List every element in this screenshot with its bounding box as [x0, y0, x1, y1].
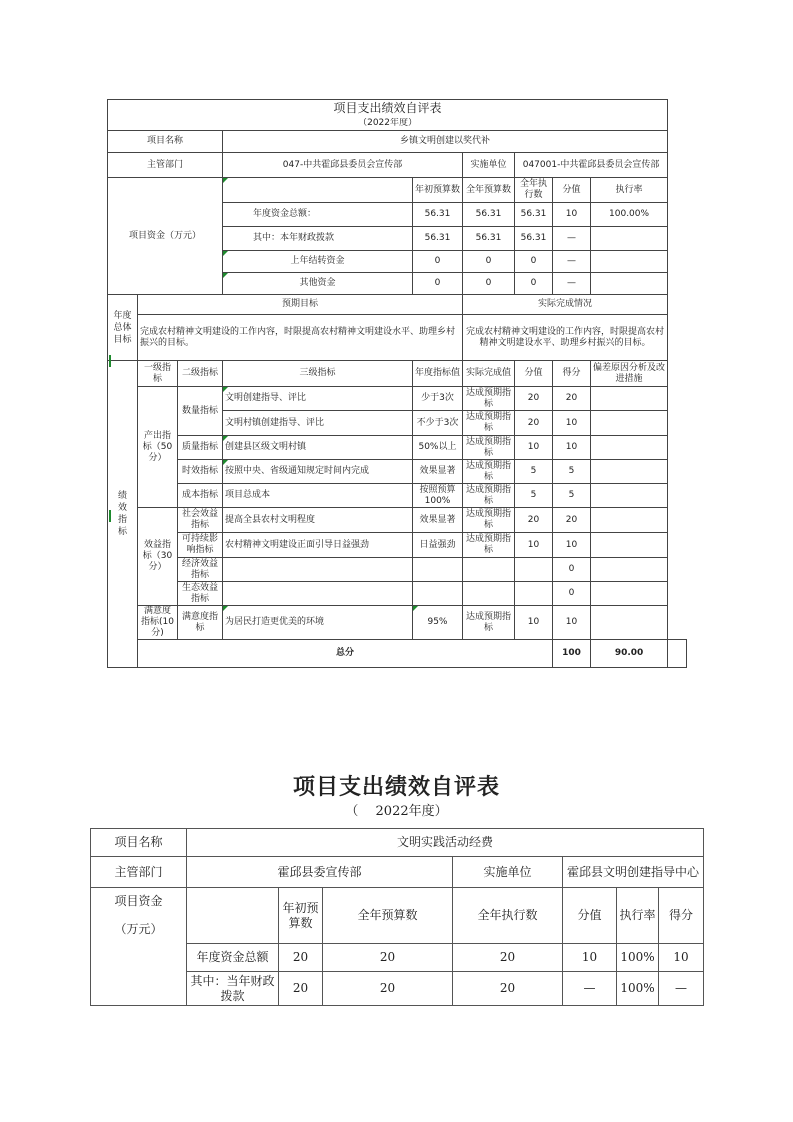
- expected-goal-text: 完成农村精神文明建设的工作内容，时限提高农村精神文明建设水平、助理乡村振兴的目标。: [138, 315, 463, 361]
- perf-score: 5: [515, 460, 553, 484]
- fund-cell: —: [553, 273, 591, 295]
- t2-fund-cell: 20: [279, 944, 323, 972]
- fund-cell: 56.31: [413, 203, 463, 227]
- perf-header: 年度指标值: [413, 361, 463, 387]
- perf-l3: 文明村镇创建指导、评比: [223, 411, 413, 436]
- fund-cell: 0: [463, 251, 515, 273]
- total-note: [668, 640, 687, 668]
- dept-value: 047-中共霍邱县委员会宣传部: [223, 153, 463, 178]
- fund-header: 执行率: [591, 178, 668, 203]
- t2-dept-label: 主管部门: [91, 857, 187, 888]
- fund-cell: [591, 227, 668, 251]
- fund-header: 全年预算数: [463, 178, 515, 203]
- fund-cell: 0: [413, 251, 463, 273]
- actual-result-label: 实际完成情况: [463, 295, 668, 315]
- fund-cell: —: [553, 227, 591, 251]
- lvl2-economic: 经济效益指标: [178, 558, 223, 582]
- fund-cell: 0: [515, 251, 553, 273]
- fund-row-label: 上年结转资金: [223, 251, 413, 273]
- t2-project-name: 文明实践活动经费: [187, 829, 704, 857]
- perf-score: [515, 582, 553, 606]
- t2-fund-cell: 20: [279, 972, 323, 1006]
- perf-header: 得分: [553, 361, 591, 387]
- lvl2-sustain: 可持续影响指标: [178, 533, 223, 558]
- t2-fund-cell: 20: [323, 972, 453, 1006]
- expected-goal-label: 预期目标: [138, 295, 463, 315]
- t2-impl: 霍邱县文明创建指导中心: [563, 857, 704, 888]
- perf-header: 实际完成值: [463, 361, 515, 387]
- t2-fund-cell: —: [563, 972, 617, 1006]
- fund-cell: 56.31: [515, 203, 553, 227]
- fund-cell: 56.31: [463, 203, 515, 227]
- perf-note: [591, 533, 668, 558]
- lvl1-output: 产出指标（50分）: [138, 387, 178, 508]
- lvl2-quantity: 数量指标: [178, 387, 223, 436]
- perf-note: [591, 606, 668, 640]
- perf-note: [591, 484, 668, 508]
- green-marker-icon: [109, 355, 111, 367]
- green-marker-icon: [109, 510, 111, 522]
- perf-got: 20: [553, 387, 591, 411]
- lvl2-satisfaction: 满意度指标: [178, 606, 223, 640]
- perf-header: 分值: [515, 361, 553, 387]
- perf-note: [591, 508, 668, 533]
- perf-indicator-label: 绩效指标: [108, 361, 138, 668]
- fund-cell: [591, 251, 668, 273]
- perf-score: 10: [515, 533, 553, 558]
- perf-got: 10: [553, 436, 591, 460]
- perf-score: 10: [515, 436, 553, 460]
- perf-l3: 创建县区级文明村镇: [223, 436, 413, 460]
- perf-got: 0: [553, 558, 591, 582]
- perf-actual: [463, 558, 515, 582]
- perf-got: 5: [553, 484, 591, 508]
- perf-actual: 达成预期指标: [463, 484, 515, 508]
- perf-target: [413, 558, 463, 582]
- t2-fund-header: 执行率: [617, 888, 659, 944]
- perf-header: 一级指标: [138, 361, 178, 387]
- perf-l3: [223, 558, 413, 582]
- perf-actual: 达成预期指标: [463, 533, 515, 558]
- t2-fund-cell: 20: [453, 944, 563, 972]
- actual-result-text: 完成农村精神文明建设的工作内容，时限提高农村精神文明建设水平、助理乡村振兴的目标。: [463, 315, 668, 361]
- perf-target: [413, 582, 463, 606]
- lvl2-eco: 生态效益指标: [178, 582, 223, 606]
- t2-fund-unit: （万元）: [91, 916, 187, 944]
- lvl2-cost: 成本指标: [178, 484, 223, 508]
- fund-cell: 56.31: [413, 227, 463, 251]
- perf-header: 偏差原因分析及改进措施: [591, 361, 668, 387]
- lvl2-timeliness: 时效指标: [178, 460, 223, 484]
- lvl1-benefit: 效益指标（30分）: [138, 508, 178, 606]
- perf-score: [515, 558, 553, 582]
- perf-target: 日益强劲: [413, 533, 463, 558]
- table1-title: 项目支出绩效自评表: [108, 100, 668, 118]
- perf-got: 20: [553, 508, 591, 533]
- t2-fund-header: 全年执行数: [453, 888, 563, 944]
- dept-label: 主管部门: [108, 153, 223, 178]
- perf-actual: 达成预期指标: [463, 387, 515, 411]
- table1-year: （2022年度）: [108, 118, 668, 131]
- t2-fund-cell: 20: [323, 944, 453, 972]
- t2-impl-label: 实施单位: [453, 857, 563, 888]
- t2-fund-header: 分值: [563, 888, 617, 944]
- perf-got: 5: [553, 460, 591, 484]
- t2-project-name-label: 项目名称: [91, 829, 187, 857]
- perf-l3: 为居民打造更优美的环境: [223, 606, 413, 640]
- perf-header: 二级指标: [178, 361, 223, 387]
- perf-got: 10: [553, 606, 591, 640]
- performance-table-1: [107, 99, 687, 668]
- perf-target: 少于3次: [413, 387, 463, 411]
- lvl2-social: 社会效益指标: [178, 508, 223, 533]
- perf-score: 20: [515, 387, 553, 411]
- fund-cell: 10: [553, 203, 591, 227]
- perf-target: 效果显著: [413, 460, 463, 484]
- t2-fund-cell: 10: [659, 944, 704, 972]
- lvl2-quality: 质量指标: [178, 436, 223, 460]
- perf-note: [591, 582, 668, 606]
- fund-cell: 0: [463, 273, 515, 295]
- fund-cell: 0: [413, 273, 463, 295]
- t2-fund-cell: 10: [563, 944, 617, 972]
- perf-target: 不少于3次: [413, 411, 463, 436]
- perf-target: 效果显著: [413, 508, 463, 533]
- t2-fund-header: 全年预算数: [323, 888, 453, 944]
- t2-fund-cell: —: [659, 972, 704, 1006]
- fund-cell: 100.00%: [591, 203, 668, 227]
- perf-actual: [463, 582, 515, 606]
- perf-l3: 按照中央、省级通知规定时间内完成: [223, 460, 413, 484]
- perf-note: [591, 411, 668, 436]
- project-name-label: 项目名称: [108, 131, 223, 153]
- fund-header: 全年执行数: [515, 178, 553, 203]
- fund-cell: 56.31: [515, 227, 553, 251]
- perf-l3: 提高全县农村文明程度: [223, 508, 413, 533]
- perf-score: 20: [515, 508, 553, 533]
- perf-note: [591, 558, 668, 582]
- fund-row-label: 年度资金总额：: [223, 203, 413, 227]
- perf-score: 10: [515, 606, 553, 640]
- perf-note: [591, 436, 668, 460]
- annual-goal-label: 年度总体目标: [108, 295, 138, 361]
- impl-label: 实施单位: [463, 153, 515, 178]
- lvl1-satisfaction: 满意度指标(10分): [138, 606, 178, 640]
- perf-l3: 农村精神文明建设正面引导日益强劲: [223, 533, 413, 558]
- perf-note: [591, 387, 668, 411]
- perf-score: 20: [515, 411, 553, 436]
- perf-got: 0: [553, 582, 591, 606]
- fund-header: 分值: [553, 178, 591, 203]
- perf-score: 5: [515, 484, 553, 508]
- fund-row-label: 其他资金: [223, 273, 413, 295]
- t2-fund-cell: 100%: [617, 972, 659, 1006]
- t2-fund-header: 年初预算数: [279, 888, 323, 944]
- perf-target: 50%以上: [413, 436, 463, 460]
- t2-fund-label: 项目资金: [91, 888, 187, 916]
- t2-fund-row-label: 其中：当年财政拨款: [187, 972, 279, 1006]
- table2-year: （ 2022年度）: [345, 804, 448, 819]
- perf-actual: 达成预期指标: [463, 436, 515, 460]
- perf-l3: 项目总成本: [223, 484, 413, 508]
- total-label: 总分: [138, 640, 553, 668]
- perf-l3: 文明创建指导、评比: [223, 387, 413, 411]
- perf-l3: [223, 582, 413, 606]
- perf-actual: 达成预期指标: [463, 411, 515, 436]
- total-got: 90.00: [591, 640, 668, 668]
- perf-note: [591, 460, 668, 484]
- fund-label: 项目资金（万元）: [108, 178, 223, 295]
- table2-title: 项目支出绩效自评表: [292, 774, 500, 800]
- performance-table-2: [90, 828, 704, 1006]
- perf-header: 三级指标: [223, 361, 413, 387]
- project-name: 乡镇文明创建以奖代补: [223, 131, 668, 153]
- t2-fund-cell: 20: [453, 972, 563, 1006]
- perf-actual: 达成预期指标: [463, 606, 515, 640]
- fund-row-label: 其中：本年财政拨款: [223, 227, 413, 251]
- total-score: 100: [553, 640, 591, 668]
- t2-fund-row-label: 年度资金总额: [187, 944, 279, 972]
- t2-dept: 霍邱县委宣传部: [187, 857, 453, 888]
- fund-cell: 0: [515, 273, 553, 295]
- perf-target: 按照预算100%: [413, 484, 463, 508]
- perf-actual: 达成预期指标: [463, 508, 515, 533]
- perf-got: 10: [553, 533, 591, 558]
- fund-header: 年初预算数: [413, 178, 463, 203]
- perf-got: 10: [553, 411, 591, 436]
- t2-fund-cell: 100%: [617, 944, 659, 972]
- impl-value: 047001-中共霍邱县委员会宣传部: [515, 153, 668, 178]
- fund-cell: [591, 273, 668, 295]
- perf-actual: 达成预期指标: [463, 460, 515, 484]
- fund-cell: —: [553, 251, 591, 273]
- fund-cell: 56.31: [463, 227, 515, 251]
- t2-fund-header: 得分: [659, 888, 704, 944]
- perf-target: 95%: [413, 606, 463, 640]
